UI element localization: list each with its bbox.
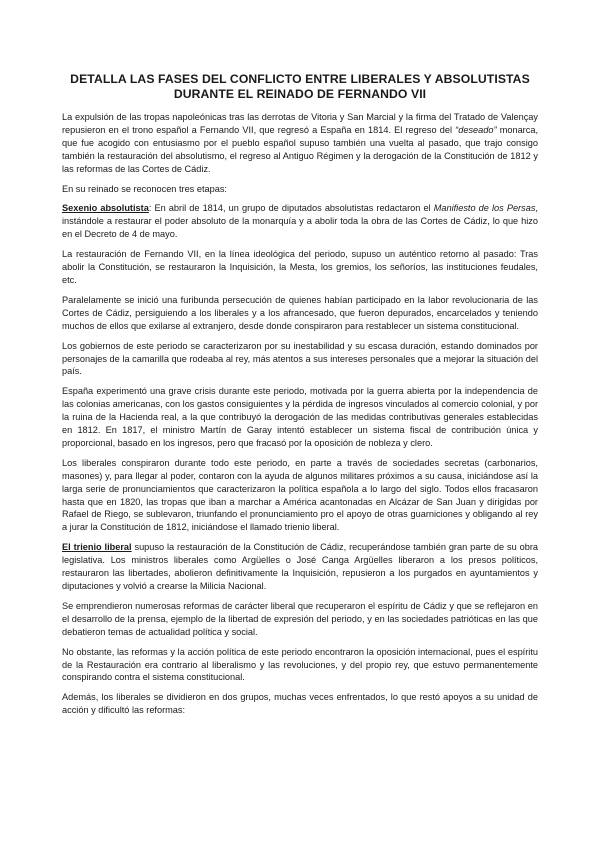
paragraph-oposicion: No obstante, las reformas y la acción política de este periodo encontraron la oposición internacional, pues el espíritu de la Restauración era contrario al liberalismo y las revoluciones, y del propio rey, que estuvo permanentemente conspirando contra el sistema constitucional. — [62, 646, 538, 683]
paragraph-trienio — [62, 541, 538, 593]
paragraph-intro — [62, 111, 538, 176]
document-title: DETALLA LAS FASES DEL CONFLICTO ENTRE LIBERALES Y ABSOLUTISTAS DURANTE EL REINADO DE FERNANDO VII — [70, 72, 530, 101]
paragraph-division: Además, los liberales se dividieron en dos grupos, muchas veces enfrentados, lo que restó apoyos a su unidad de acción y dificultó las reformas: — [62, 692, 538, 716]
paragraph-conspiraciones: Los liberales conspiraron durante todo este periodo, en parte a través de sociedades secretas (carbonarios, masones) y, para llegar al poder, contaron con la ayuda de algunos militares próximos a su causa, iniciándose así la larga serie de pronunciamientos que caracterizaron la política española a lo largo del siglo. Todos ellos fracasaron hasta que en 1820, las tropas que iban a marchar a América acantonadas en Alcázar de San Juan y dirigidas por Rafael de Riego, se sublevaron, triunfando el pronunciamiento pro el apoyo de otras guarniciones y obligando al rey a jurar la Constitución de 1812, iniciándose el llamado trienio liberal. — [62, 457, 538, 533]
paragraph-gobiernos: Los gobiernos de este periodo se caracterizaron por su inestabilidad y su escasa duración, estando dominados por personajes de la camarilla que rodeaba al rey, más atentos a sus intereses personales que a mejorar la situación del país. — [62, 340, 538, 377]
paragraph-persecucion: Paralelamente se inició una furibunda persecución de quienes habían participado en la labor revolucionaria de las Cortes de Cádiz, persiguiendo a los liberales y a los afrancesado, que fueron depurados, encarcelados y teniendo muchos de ellos que exilarse al extranjero, desde donde conspiraron para restablecer un sistema constitucional. — [62, 294, 538, 331]
paragraph-reformas: Se emprendieron numerosas reformas de carácter liberal que recuperaron el espíritu de Cádiz y que se reflejaron en el desarrollo de la prensa, ejemplo de la libertad de expresión del periodo, y en las sociedades patrióticas en las que debatieron temas de actualidad política y social. — [62, 600, 538, 637]
paragraph-restauracion: La restauración de Fernando VII, en la línea ideológica del periodo, supuso un auténtico retorno al pasado: Tras abolir la Constitución, se restauraron la Inquisición, la Mesta, los gremios, los señoríos, las instituciones feudales, etc. — [62, 249, 538, 285]
intro-emphasis: “deseado” — [455, 124, 497, 135]
intro-text-a: La expulsión de las tropas napoleónicas tras las derrotas de Vitoria y San Marcial y la firma del Tratado de Valençay repusieron en el trono español a Fernando VII, que regresó a España en 1814. El regreso del — [62, 112, 538, 135]
paragraph-stages: En su reinado se reconocen tres etapas: — [62, 183, 227, 194]
sexenio-text-b: , instándole a restaurar el poder absoluto de la monarquía y a abolir toda la obra de las Cortes de Cádiz, lo que hizo en el Decreto de 4 de mayo. — [62, 203, 538, 240]
trienio-heading: El trienio liberal — [62, 542, 132, 553]
intro-text-b: monarca, que fue acogido con entusiasmo por el pueblo español supuso también una vuelta al pasado, que trajo consigo también la restauración del absolutismo, el regreso al Antiguo Régimen y la derogación de la Constitución de 1812 y las reformas de las Cortes de Cádiz. — [62, 124, 538, 174]
sexenio-text-a: : En abril de 1814, un grupo de diputados absolutistas redactaron el — [148, 203, 434, 214]
paragraph-sexenio — [62, 202, 538, 241]
paragraph-crisis: España experimentó una grave crisis durante este periodo, motivada por la guerra abierta por la independencia de las colonias americanas, con los gastos consiguientes y la pérdida de ingresos vinculados al comercio colonial, y por la ruina de la Hacienda real, a la que contribuyó la derogación de las medidas contributivas generales establecidas en 1812. En 1817, el ministro Martín de Garay intentó establecer un sistema fiscal de contribución única y proporcional, basado en los ingresos, pero que fracasó por la oposición de nobleza y clero. — [62, 386, 538, 448]
sexenio-emphasis: Manifiesto de los Persas — [433, 203, 536, 214]
sexenio-heading: Sexenio absolutista — [62, 203, 149, 214]
trienio-text: supuso la restauración de la Constitución de Cádiz, recuperándose también gran parte de su obra legislativa. Los ministros liberales como Argüelles o José Canga Argüelles liberaron a los presos políticos, restauraron las libertades, abolieron definitivamente la Inquisición, repusieron a los purgados en ayuntamientos y diputaciones y volvió a crearse la Milicia Nacional. — [62, 542, 538, 591]
